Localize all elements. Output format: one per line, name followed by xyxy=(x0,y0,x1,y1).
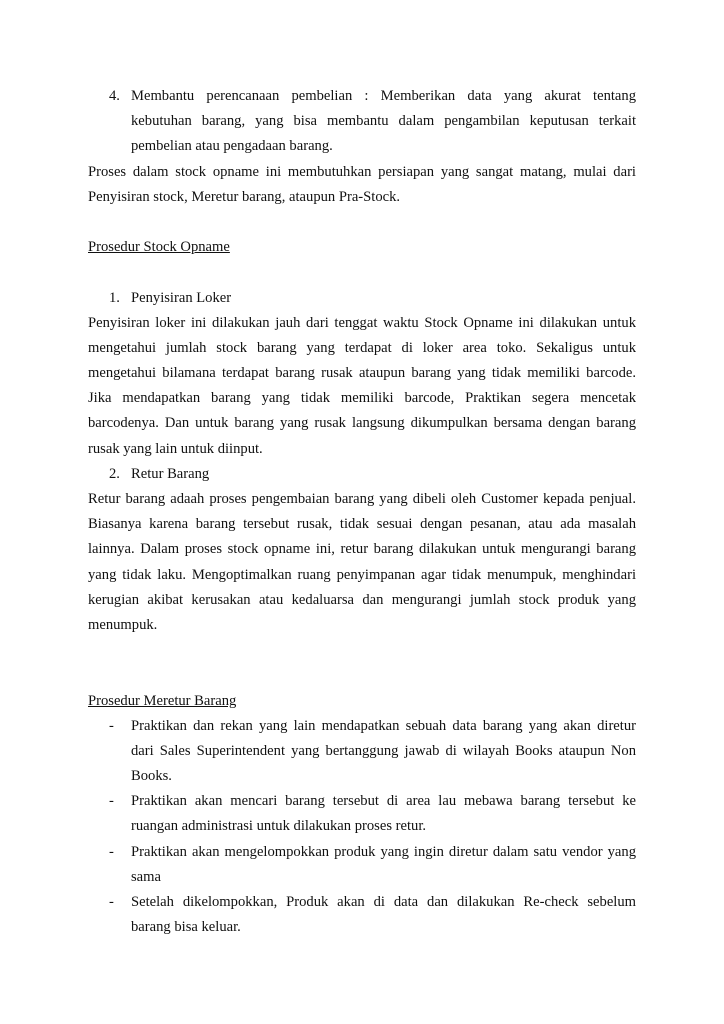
bullet-item xyxy=(88,714,636,790)
text-line: ruangan administrasi untuk dilakukan proses retur. xyxy=(131,818,427,835)
spacer xyxy=(88,260,636,285)
step-1 xyxy=(88,286,636,311)
text-line: kerugian akibat kerusakan atau kedaluarsa dan mengurangi jumlah stock produk yang xyxy=(88,591,636,608)
paragraph-penyisiran xyxy=(88,311,636,462)
text-line: Praktikan dan rekan yang lain mendapatkan sebuah data barang yang akan diretur xyxy=(131,717,636,734)
dash-bullet: - xyxy=(109,894,114,910)
text-line: lainnya. Dalam proses stock opname ini, retur barang dilakukan untuk mengurangi barang xyxy=(88,541,636,558)
intro-paragraph xyxy=(88,160,636,210)
text-line: Praktikan akan mencari barang tersebut di area lau mebawa barang tersebut ke xyxy=(131,793,636,810)
step-label: Penyisiran Loker xyxy=(131,289,232,306)
text-line: Jika mendapatkan barang yang tidak memiliki barcode, Praktikan segera mencetak xyxy=(88,390,636,407)
bullet-item xyxy=(88,789,636,839)
dash-bullet: - xyxy=(109,793,114,810)
text-line: yang tidak laku. Mengoptimalkan ruang penyimpanan agar tidak menumpuk, menghindari xyxy=(88,566,636,583)
list-number: 2. xyxy=(109,465,120,482)
paragraph-retur xyxy=(88,487,636,638)
spacer xyxy=(88,210,636,235)
text-line: Penyisiran loker ini dilakukan jauh dari tenggat waktu Stock Opname ini dilakukan untuk xyxy=(88,314,636,331)
bullet-item xyxy=(88,840,636,890)
text-line: dari Sales Superintendent yang bertanggung jawab di wilayah Books ataupun Non xyxy=(131,742,636,759)
text-line: Biasanya karena barang tersebut rusak, tidak sesuai dengan pesanan, atau ada masalah xyxy=(88,516,636,533)
text-line: Retur barang adaah proses pengembaian barang yang dibeli oleh Customer kepada penjual. xyxy=(88,491,636,507)
text-line: barcodenya. Dan untuk barang yang rusak langsung dikumpulkan bersama dengan barang xyxy=(88,415,636,432)
dash-bullet: - xyxy=(109,717,114,734)
section-heading: Prosedur Meretur Barang xyxy=(88,692,237,709)
text-line: menumpuk. xyxy=(88,616,158,633)
step-label: Retur Barang xyxy=(131,465,210,482)
text-line: kebutuhan barang, yang bisa membantu dalam pengambilan keputusan terkait xyxy=(131,113,636,130)
bullet-item xyxy=(88,890,636,940)
step-2 xyxy=(88,462,636,487)
list-item-4 xyxy=(88,84,636,160)
heading-line xyxy=(88,689,636,714)
list-number: 1. xyxy=(109,289,120,306)
section-heading: Prosedur Stock Opname xyxy=(88,239,230,256)
text-line: Proses dalam stock opname ini membutuhkan persiapan yang sangat matang, mulai dari xyxy=(88,163,636,180)
text-line: mengetahui bilamana terdapat barang rusak ataupun barang yang tidak memiliki barcode. xyxy=(88,365,636,382)
text-line: Membantu perencanaan pembelian : Memberikan data yang akurat tentang xyxy=(131,88,636,104)
text-line: barang bisa keluar. xyxy=(131,919,241,936)
text-line: Books. xyxy=(131,768,172,785)
text-line: sama xyxy=(131,868,161,885)
text-line: mengetahui jumlah stock barang yang terdapat di loker area toko. Sekaligus untuk xyxy=(88,339,636,356)
text-line: pembelian atau pengadaan barang. xyxy=(131,138,333,155)
document-page xyxy=(88,84,636,940)
list-number: 4. xyxy=(109,88,120,104)
spacer xyxy=(88,663,636,688)
text-line: rusak yang lain untuk diinput. xyxy=(88,440,263,457)
text-line: Praktikan akan mengelompokkan produk yang ingin diretur dalam satu vendor yang xyxy=(131,843,636,860)
text-line: Penyisiran stock, Meretur barang, ataupun Pra-Stock. xyxy=(88,188,401,205)
dash-bullet: - xyxy=(109,843,114,860)
heading-line xyxy=(88,235,636,260)
spacer xyxy=(88,638,636,663)
text-line: Setelah dikelompokkan, Produk akan di data dan dilakukan Re-check sebelum xyxy=(131,894,636,910)
